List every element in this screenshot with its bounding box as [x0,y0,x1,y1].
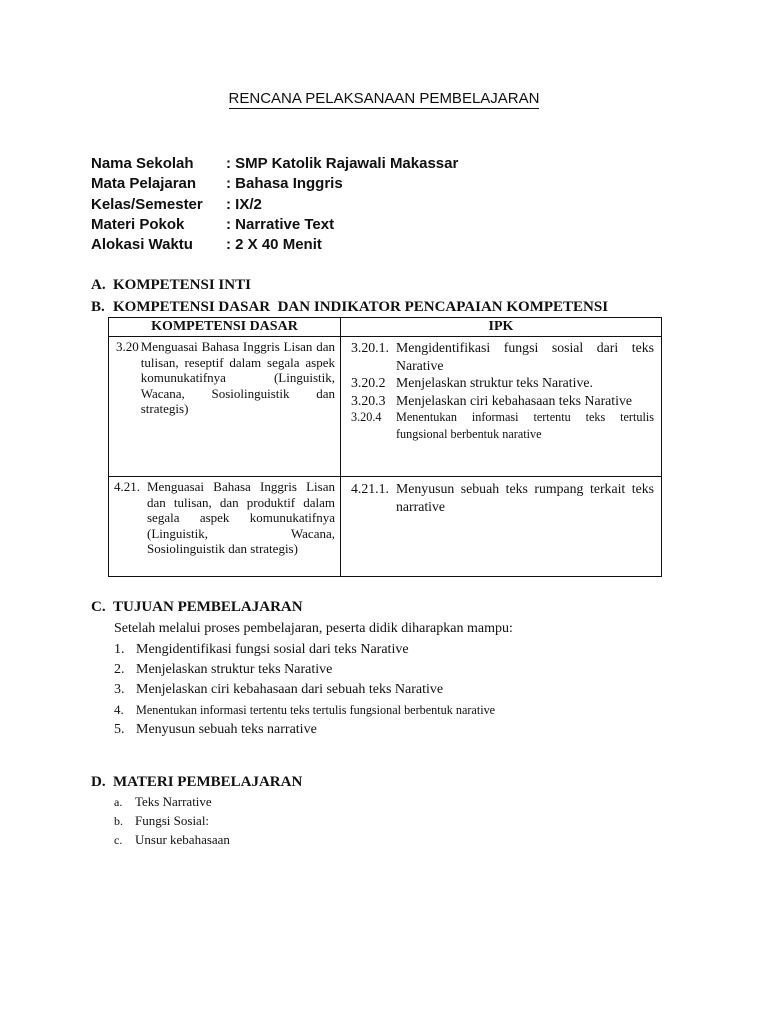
section-heading-c [91,598,303,616]
identity-row [91,215,458,235]
list-item [114,701,495,721]
ipk-text: Menyusun sebuah teks rumpang terkait teks narrative [396,481,654,514]
identity-value: : SMP Katolik Rajawali Makassar [226,155,459,172]
section-title: KOMPETENSI INTI [113,277,251,293]
tujuan-intro: Setelah melalui proses pembelajaran, peserta didik diharapkan mampu: [114,621,513,636]
table-row [109,477,662,577]
list-text: Menentukan informasi tertentu teks tertulis fungsional berbentuk narative [136,703,496,717]
section-title: KOMPETENSI DASAR DAN INDIKATOR PENCAPAIAN KOMPETENSI [113,299,609,315]
materi-list [114,794,230,851]
identity-label: Alokasi Waktu [91,236,193,254]
identity-row [91,235,458,255]
list-number: 2. [114,662,125,677]
ipk-text: Menjelaskan struktur teks Narative. [396,375,593,390]
ipk-number: 3.20.4 [351,410,382,424]
kd-item [114,339,335,417]
ipk-number: 4.21.1. [351,481,389,496]
header-kompetensi-dasar: KOMPETENSI DASAR [109,318,341,337]
table-row [109,337,662,477]
list-item [114,681,495,701]
identity-value: : IX/2 [226,195,262,213]
list-text: Unsur kebahasaan [135,832,230,847]
identity-value: : Bahasa Inggris [226,175,343,193]
identity-value: : Narrative Text [226,215,335,233]
list-item [114,721,495,741]
ipk-text: Menentukan informasi tertentu teks tertulis fungsional berbentuk narative [396,410,654,441]
section-heading-b [91,298,608,316]
list-text: Teks Narrative [135,794,212,809]
ipk-text: Menjelaskan ciri kebahasaan teks Narative [396,392,632,408]
ipk-item [351,479,654,515]
kd-text: Menguasai Bahasa Inggris Lisan dan tulisan, dan produktif dalam segala aspek komunukatifnya (Linguistik, Wacana, Sosiolinguistik dan strategis) [147,479,335,557]
list-letter: a. [114,795,123,809]
list-letter: b. [114,814,123,828]
ipk-item [351,409,654,442]
table-header-row [109,318,662,337]
section-heading-a [91,276,251,294]
list-text: Menjelaskan ciri kebahasaan dari sebuah teks Narative [136,682,444,697]
identity-row [91,174,458,194]
kd-number: 3.20 [116,339,139,354]
list-item [114,661,495,681]
identity-row [91,154,458,174]
list-text: Menyusun sebuah teks narrative [136,722,317,737]
ipk-item [351,374,654,392]
kd-text: Menguasai Bahasa Inggris Lisan dan tulisan, reseptif dalam segala aspek komunukatifnya (Linguistik, Wacana, Sosiolinguistik dan strategis) [140,339,335,417]
ipk-cell [341,477,662,577]
list-number: 5. [114,722,125,737]
ipk-item [351,339,654,374]
ipk-text: Mengidentifikasi fungsi sosial dari teks Narative [396,340,654,373]
section-heading-d [91,773,302,791]
ipk-number: 3.20.1. [351,340,389,355]
section-title: TUJUAN PEMBELAJARAN [113,599,303,615]
list-text: Menjelaskan struktur teks Narative [136,662,333,677]
ipk-cell [341,337,662,477]
document-title-text: RENCANA PELAKSANAAN PEMBELAJARAN [228,90,540,107]
identity-label: Mata Pelajaran [91,175,197,193]
list-number: 3. [114,682,125,697]
section-letter: A. [91,277,106,293]
list-item [114,641,495,661]
list-number: 4. [114,702,124,717]
kd-cell [109,337,341,477]
kd-item [114,479,335,557]
competency-table [108,317,662,577]
identity-label: Nama Sekolah [91,155,194,172]
kd-cell [109,477,341,577]
list-letter: c. [114,833,123,847]
identity-value: : 2 X 40 Menit [226,236,322,254]
list-text: Mengidentifikasi fungsi sosial dari teks Narative [136,642,409,657]
identity-label: Kelas/Semester [91,195,203,213]
list-item [114,813,230,832]
ipk-number: 3.20.2 [351,375,386,390]
kd-number: 4.21. [114,479,140,494]
identity-block [91,154,458,255]
tujuan-list [114,641,495,741]
section-letter: D. [91,774,106,790]
list-number: 1. [114,642,125,657]
section-letter: C. [91,599,106,615]
section-letter: B. [91,299,105,315]
ipk-item [351,392,654,410]
header-ipk: IPK [341,318,662,337]
document-title [0,90,768,107]
identity-row [91,195,458,215]
ipk-number: 3.20.3 [351,392,386,408]
section-title: MATERI PEMBELAJARAN [113,774,303,790]
identity-label: Materi Pokok [91,215,185,233]
list-item [114,794,230,813]
list-item [114,832,230,851]
list-text: Fungsi Sosial: [135,813,210,828]
